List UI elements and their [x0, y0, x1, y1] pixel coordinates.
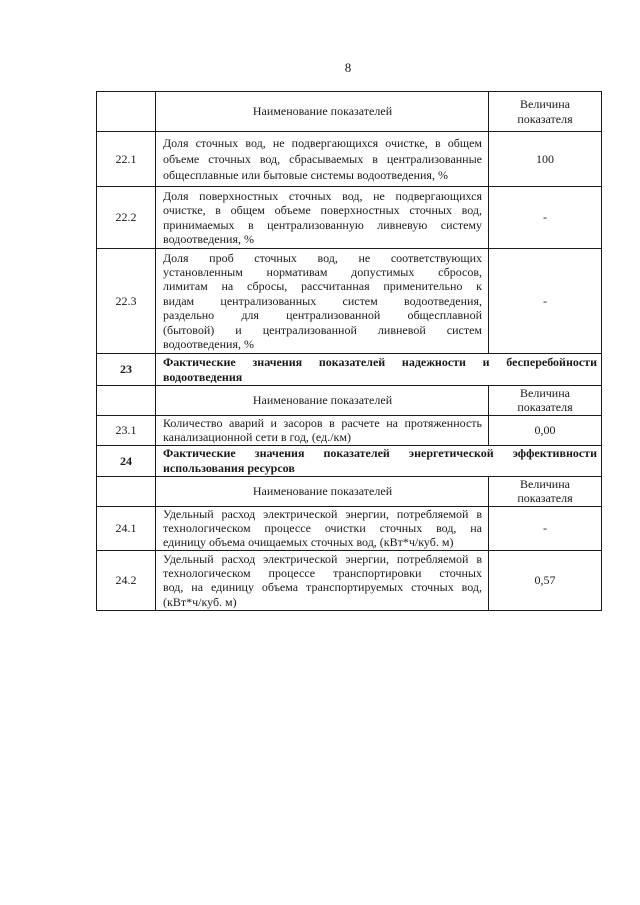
header-number-cell [97, 386, 156, 416]
indicator-line: видам централизованных систем водоотведения, [163, 293, 482, 308]
indicator-row [97, 415, 602, 445]
header-value-line: Величина [520, 97, 570, 112]
indicator-line: принимаемых в централизованную ливневую систему [163, 217, 482, 232]
indicator-line: Количество аварий и засоров в расчете на протяженность [163, 415, 482, 430]
indicator-name [156, 249, 489, 354]
indicator-line: Доля поверхностных сточных вод, не подвергающихся [163, 188, 482, 203]
indicator-value: - [489, 187, 602, 249]
header-value-cell [489, 92, 602, 132]
section-title-line: Фактические значения показателей энергетической эффективности [163, 446, 597, 461]
indicator-line: водоотведения, % [163, 231, 254, 246]
indicator-row [97, 550, 602, 610]
indicator-number: 24.1 [97, 506, 156, 550]
indicator-name [156, 550, 489, 610]
section-title [156, 445, 602, 476]
header-value-line: Величина [520, 476, 570, 491]
header-number-cell [97, 476, 156, 506]
indicator-row [97, 506, 602, 550]
indicator-number: 22.1 [97, 132, 156, 187]
indicators-table [96, 91, 602, 611]
page-number: 8 [344, 60, 352, 75]
header-name-cell: Наименование показателей [156, 476, 489, 506]
indicator-row [97, 132, 602, 187]
indicator-number: 22.3 [97, 249, 156, 354]
indicator-line: объеме сточных вод, сбрасываемых в централизованные [163, 152, 482, 166]
header-value-line: показателя [517, 491, 573, 506]
table-header-row [97, 386, 602, 416]
header-name-cell: Наименование показателей [156, 386, 489, 416]
indicator-number: 23.1 [97, 415, 156, 445]
table-header-row [97, 476, 602, 506]
indicator-line: (кВт*ч/куб. м) [163, 594, 237, 609]
header-value-line: показателя [517, 111, 573, 126]
indicator-value: 0,57 [489, 550, 602, 610]
indicator-name [156, 415, 489, 445]
indicator-row [97, 249, 602, 354]
indicator-line: единицу объема очищаемых сточных вод, (кВт*ч/куб. м) [163, 535, 454, 550]
table-header-row [97, 92, 602, 132]
header-value-line: Величина [520, 386, 570, 400]
section-title-line: использования ресурсов [163, 460, 295, 475]
indicator-line: Удельный расход электрической энергии, потребляемой в [163, 551, 482, 566]
indicator-number: 24.2 [97, 550, 156, 610]
indicator-line: канализационной сети в год, (ед./км) [163, 430, 351, 445]
indicator-name [156, 187, 489, 249]
section-number: 24 [97, 445, 156, 476]
indicator-line: вод, на единицу объема транспортируемых сточных вод, [163, 580, 482, 595]
indicator-line: установленным нормативам допустимых сбросов, [163, 264, 482, 279]
indicator-line: Доля сточных вод, не подвергающихся очистке, в общем [163, 136, 482, 150]
indicator-value: 100 [489, 132, 602, 187]
indicator-line: (бытовой) и централизованной ливневой систем [163, 322, 482, 337]
indicator-line: общесплавные или бытовые системы водоотведения, % [163, 168, 448, 182]
section-number: 23 [97, 354, 156, 386]
indicator-line: технологическом процессе очистки сточных вод, на [163, 521, 482, 536]
indicator-line: лимитам на сбросы, рассчитанная применительно к [163, 279, 482, 294]
header-value-cell [489, 476, 602, 506]
header-number-cell [97, 92, 156, 132]
section-title-line: водоотведения [163, 369, 243, 384]
section-title [156, 354, 602, 386]
section-row [97, 445, 602, 476]
indicator-value: - [489, 506, 602, 550]
indicator-number: 22.2 [97, 187, 156, 249]
indicator-value: 0,00 [489, 415, 602, 445]
indicator-line: технологическом процессе транспортировки сточных [163, 565, 482, 580]
indicator-line: очистке, в общем объеме поверхностных сточных вод, [163, 203, 482, 218]
header-value-cell [489, 386, 602, 416]
indicator-line: Доля проб сточных вод, не соответствующих [163, 250, 482, 265]
header-name-cell: Наименование показателей [156, 92, 489, 132]
indicator-line: Удельный расход электрической энергии, потребляемой в [163, 506, 482, 521]
indicator-name [156, 132, 489, 187]
indicator-line: раздельно для централизованной общесплавной [163, 308, 482, 323]
section-title-line: Фактические значения показателей надежности и бесперебойности [163, 355, 597, 370]
header-value-line: показателя [517, 400, 573, 415]
section-row [97, 354, 602, 386]
indicator-row [97, 187, 602, 249]
indicator-line: водоотведения, % [163, 337, 254, 352]
indicator-value: - [489, 249, 602, 354]
indicator-name [156, 506, 489, 550]
